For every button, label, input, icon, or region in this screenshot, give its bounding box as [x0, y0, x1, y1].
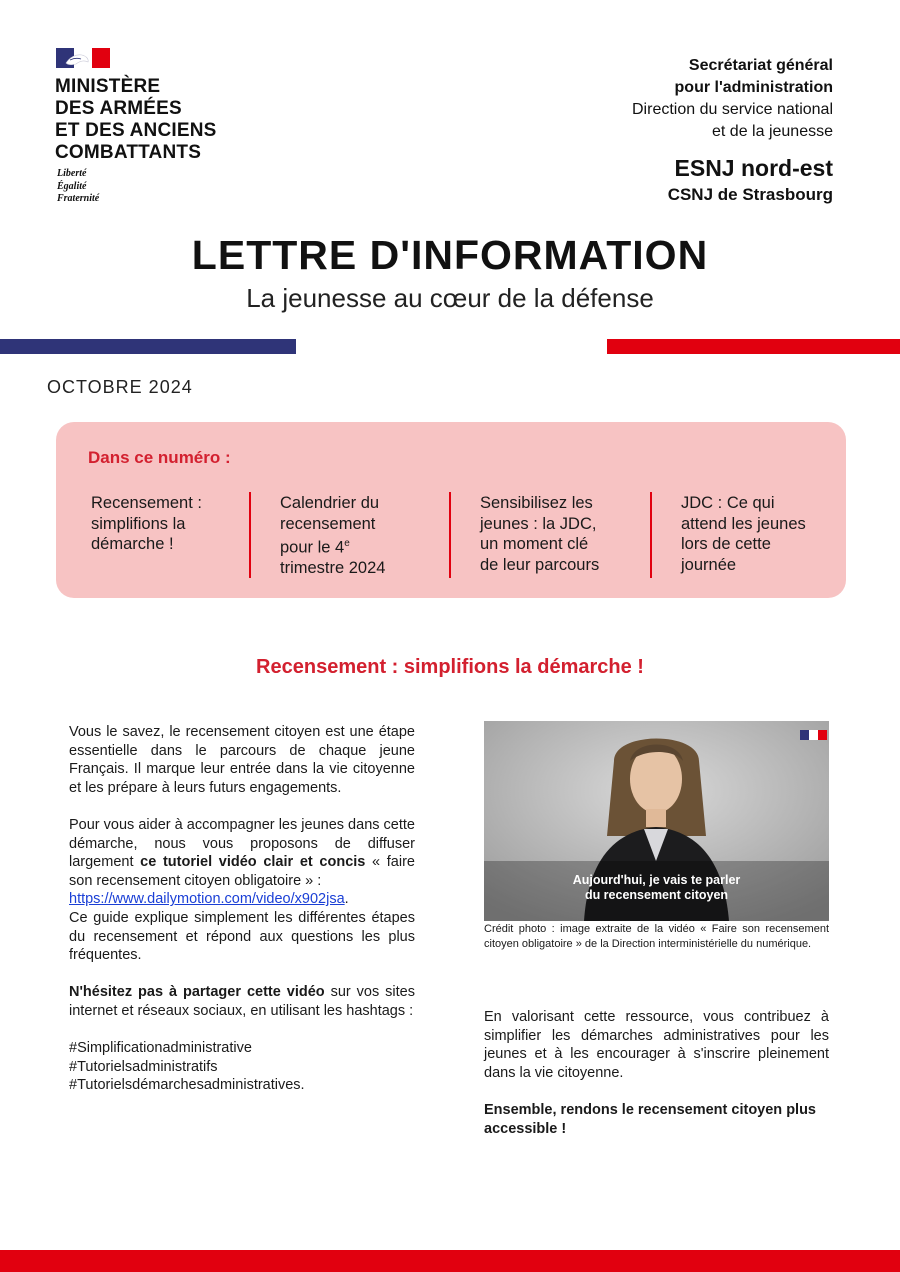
republic-motto: [57, 168, 99, 206]
red-divider-bar: [607, 339, 900, 354]
page-subtitle: La jeunesse au cœur de la défense: [246, 283, 654, 313]
paragraph: [69, 816, 415, 965]
summary-item[interactable]: [480, 493, 599, 575]
text-span: .: [344, 891, 349, 908]
text-span: Pour vous aider à accompagner les jeunes dans cette démarche, nous vous proposons de diffuser largement: [69, 816, 415, 871]
text-span: sur vos sites internet et réseaux sociaux, en utilisant les hashtags :: [69, 984, 415, 1019]
bold-text: N'hésitez pas à partager cette vidéo: [69, 984, 325, 1001]
page-title: LETTRE D'INFORMATION: [191, 232, 709, 278]
ministry-line: ET DES ANCIENS: [55, 120, 217, 141]
paragraph: [69, 983, 415, 1020]
summary-divider: [449, 492, 451, 578]
summary-item-line: journée: [681, 555, 737, 574]
ministry-line: MINISTÈRE: [55, 76, 161, 97]
summary-item[interactable]: [280, 493, 385, 579]
superscript: e: [344, 538, 350, 549]
hashtag: #Tutorielsdémarchesadministratives.: [69, 1077, 305, 1094]
summary-divider: [650, 492, 652, 578]
secretariat-line: Secrétariat général: [688, 57, 833, 74]
issue-date: OCTOBRE 2024: [47, 377, 193, 397]
section-title: Recensement : simplifions la démarche !: [256, 656, 644, 678]
text-span: Ce guide explique simplement les différentes étapes du recensement et répond aux questions les plus fréquentes.: [69, 909, 415, 964]
caption-line: Aujourd'hui, je vais te parler: [572, 873, 741, 887]
summary-item-line: [280, 534, 385, 558]
motto-line: Égalité: [57, 180, 87, 192]
esnj-name: ESNJ nord-est: [674, 155, 833, 181]
footer-red-bar: [0, 1250, 900, 1272]
summary-item[interactable]: [681, 493, 806, 575]
motto-line: Liberté: [57, 168, 87, 179]
text-span: « faire son recensement citoyen obligatoire » :: [69, 854, 415, 889]
secretariat-line: pour l'administration: [674, 79, 833, 96]
bold-text: ce tutoriel vidéo clair et concis: [140, 854, 366, 871]
summary-item-line: Recensement :: [91, 494, 202, 512]
issuer-block: [632, 55, 833, 207]
video-flag-icon: [800, 730, 827, 740]
summary-item-line: un moment clé: [480, 535, 589, 553]
hashtag-list: [69, 1039, 415, 1095]
summary-item-line: simplifions la: [91, 514, 186, 533]
summary-item-line: Calendrier du: [280, 494, 380, 512]
summary-item-line: démarche !: [91, 535, 174, 553]
csnj-name: CSNJ de Strasbourg: [667, 185, 833, 204]
video-link[interactable]: https://www.dailymotion.com/video/x902jsa: [69, 891, 345, 908]
caption-line: du recensement citoyen: [584, 888, 729, 902]
direction-line: et de la jeunesse: [712, 123, 833, 140]
motto-line: Fraternité: [57, 193, 100, 204]
video-caption: [484, 873, 829, 903]
blue-divider-bar: [0, 339, 296, 354]
summary-item-line: recensement: [280, 514, 376, 533]
paragraph: En valorisant cette ressource, vous contribuez à simplifier les démarches administratives pour les jeunes et à les encourager à s'inscrire pleinement dans la vie citoyenne.: [484, 1009, 829, 1081]
summary-item-line: attend les jeunes: [681, 514, 806, 533]
left-column: [69, 723, 415, 1095]
right-column: [484, 1008, 829, 1157]
summary-item-line: de leur parcours: [480, 555, 600, 574]
marianne-flag-logo: [56, 48, 110, 68]
summary-item[interactable]: [91, 493, 202, 555]
summary-heading: Dans ce numéro :: [88, 448, 231, 467]
summary-item-text: pour le 4: [280, 538, 345, 557]
summary-item-line: Sensibilisez les: [480, 494, 593, 512]
paragraph: Vous le savez, le recensement citoyen est une étape essentielle dans le parcours de chaque jeune Français. Il marque leur entrée dans la vie citoyenne et les prépare à leurs futurs engagements.: [69, 724, 415, 796]
closing-statement: Ensemble, rendons le recensement citoyen plus accessible !: [484, 1101, 816, 1137]
summary-item-line: JDC : Ce qui: [681, 494, 775, 512]
video-thumbnail[interactable]: [484, 721, 829, 921]
summary-divider: [249, 492, 251, 578]
summary-item-line: jeunes : la JDC,: [480, 514, 597, 533]
ministry-line: COMBATTANTS: [55, 142, 202, 163]
summary-item-line: lors de cette: [681, 535, 771, 553]
hashtag: #Simplificationadministrative: [69, 1040, 252, 1057]
hashtag: #Tutorielsadministratifs: [69, 1058, 218, 1075]
summary-item-line: trimestre 2024: [280, 559, 386, 577]
photo-credit: Crédit photo : image extraite de la vidéo « Faire son recensement citoyen obligatoire » de la Direction interministérielle du numérique.: [484, 923, 829, 950]
direction-line: Direction du service national: [632, 101, 833, 118]
ministry-name: [55, 76, 217, 164]
ministry-line: DES ARMÉES: [55, 98, 182, 119]
